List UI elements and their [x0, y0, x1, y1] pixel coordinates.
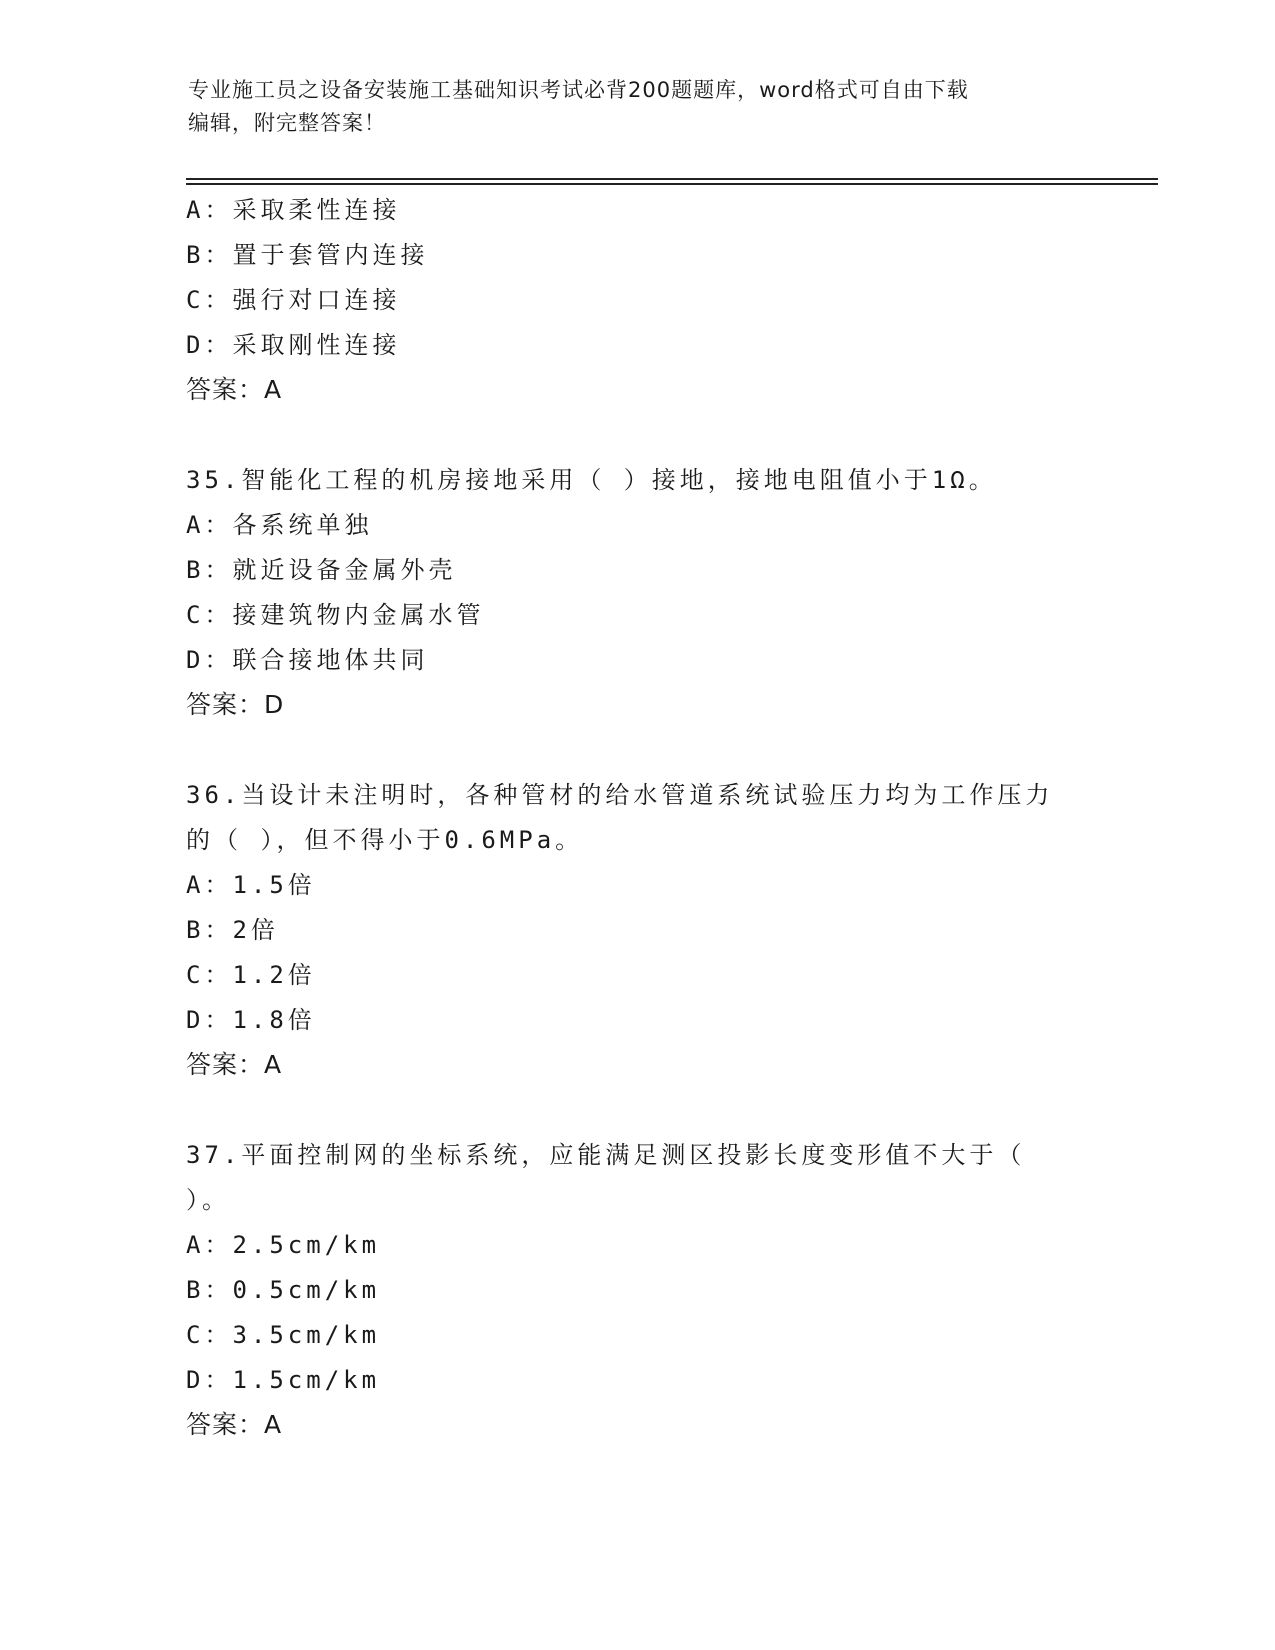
q34-option-a: A：采取柔性连接	[186, 196, 401, 224]
q34-option-b: B：置于套管内连接	[186, 241, 429, 269]
q37-question-line-2: ）。	[186, 1186, 230, 1214]
q37-question-line-1: 37.平面控制网的坐标系统，应能满足测区投影长度变形值不大于（	[186, 1141, 1026, 1169]
q36-option-a: A：1.5倍	[186, 871, 316, 899]
q36-option-d: D：1.8倍	[186, 1006, 316, 1034]
q35-answer: 答案：D	[186, 690, 285, 719]
q36-option-b: B：2倍	[186, 916, 279, 944]
header-divider-top	[186, 178, 1158, 180]
header-title-line-2: 编辑，附完整答案！	[188, 111, 386, 135]
q37-option-d: D：1.5cm/km	[186, 1366, 381, 1394]
header-divider-bottom	[186, 183, 1158, 185]
q34-answer: 答案：A	[186, 375, 283, 404]
q34-option-d: D：采取刚性连接	[186, 331, 401, 359]
q36-question-line-2: 的（ ），但不得小于0.6MPa。	[186, 826, 584, 854]
q36-answer: 答案：A	[186, 1050, 283, 1079]
q35-option-d: D：联合接地体共同	[186, 646, 429, 674]
q35-option-b: B：就近设备金属外壳	[186, 556, 457, 584]
q36-option-c: C：1.2倍	[186, 961, 316, 989]
header-title-line-1: 专业施工员之设备安装施工基础知识考试必背200题题库，word格式可自由下载	[188, 78, 969, 102]
q35-option-a: A：各系统单独	[186, 511, 373, 539]
q36-question-line-1: 36.当设计未注明时，各种管材的给水管道系统试验压力均为工作压力	[186, 781, 1054, 809]
q37-option-c: C：3.5cm/km	[186, 1321, 381, 1349]
document-header	[188, 74, 1068, 140]
q35-question: 35.智能化工程的机房接地采用（ ）接地，接地电阻值小于1Ω。	[186, 466, 997, 494]
q37-option-b: B：0.5cm/km	[186, 1276, 381, 1304]
q37-answer: 答案：A	[186, 1410, 283, 1439]
q35-option-c: C：接建筑物内金属水管	[186, 601, 485, 629]
q34-option-c: C：强行对口连接	[186, 286, 401, 314]
q37-option-a: A：2.5cm/km	[186, 1231, 381, 1259]
